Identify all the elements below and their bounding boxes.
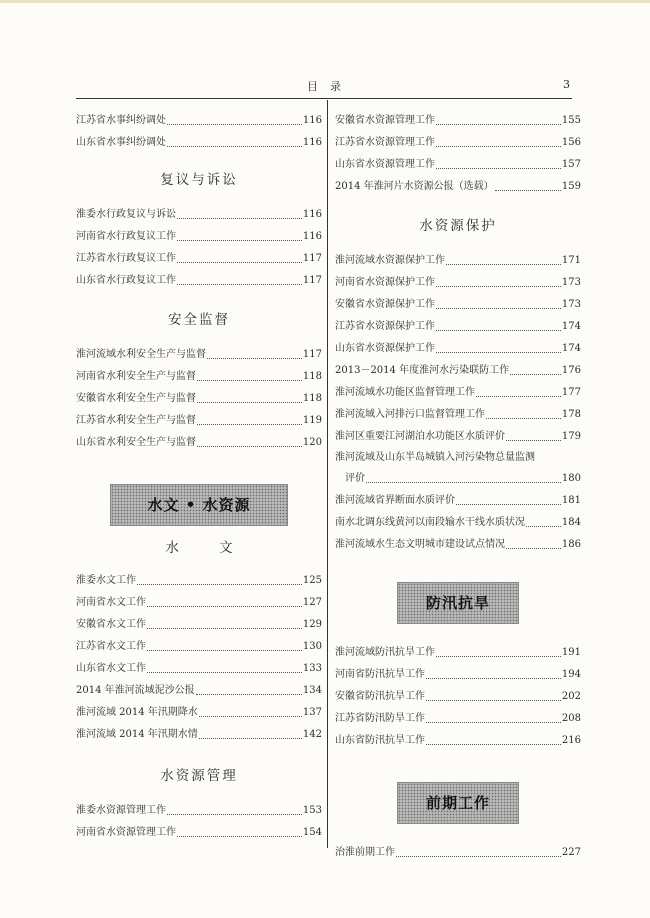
toc-entry[interactable]: [335, 250, 581, 272]
toc-entry[interactable]: [76, 270, 322, 292]
toc-entry[interactable]: [335, 534, 581, 556]
toc-entry-page: 117: [302, 253, 322, 264]
toc-entry-title: 江苏省水利安全生产与监督: [76, 415, 196, 426]
toc-entry-title: 河南省防汛抗旱工作: [335, 669, 425, 680]
toc-entry-title: 2014 年淮河片水资源公报（选载）: [335, 181, 494, 192]
toc-entry[interactable]: [76, 204, 322, 226]
toc-entry-title: 山东省水文工作: [76, 663, 146, 674]
toc-entry-page: 142: [302, 729, 322, 740]
leader-dots: [197, 424, 302, 425]
toc-entry[interactable]: [76, 800, 322, 822]
toc-entry[interactable]: [335, 154, 581, 176]
toc-entry[interactable]: [335, 664, 581, 686]
toc-entry[interactable]: [76, 344, 322, 366]
toc-entry-title: 江苏省水资源管理工作: [335, 137, 435, 148]
leader-dots: [137, 584, 302, 585]
column-divider: [327, 100, 328, 848]
toc-entry[interactable]: [335, 490, 581, 512]
toc-entry-title: 山东省防汛抗旱工作: [335, 735, 425, 746]
toc-entry-page: 117: [302, 349, 322, 360]
toc-entry[interactable]: [335, 382, 581, 404]
toc-entry-page: 117: [302, 275, 322, 286]
leader-dots: [476, 396, 561, 397]
toc-entry-title: 淮委水文工作: [76, 575, 136, 586]
toc-entry-title: 安徽省水资源管理工作: [335, 115, 435, 126]
section-heading: 安全监督: [168, 312, 230, 328]
toc-entry-page: 227: [561, 847, 581, 858]
toc-entry[interactable]: [76, 658, 322, 680]
chapter-banner: 前期工作: [397, 782, 519, 824]
leader-dots: [506, 548, 561, 549]
toc-entry[interactable]: [335, 426, 581, 448]
toc-entry-title: 淮河流域 2014 年汛期水情: [76, 729, 198, 740]
section-heading: 水资源保护: [419, 218, 497, 234]
toc-entry-page: 118: [302, 393, 322, 404]
toc-entry-title: 河南省水资源管理工作: [76, 827, 176, 838]
leader-dots: [436, 308, 561, 309]
toc-entry[interactable]: [76, 570, 322, 592]
leader-dots: [436, 330, 561, 331]
toc-entry-title-cont: 评价: [345, 473, 365, 484]
toc-entry[interactable]: [335, 404, 581, 426]
toc-entry-title: 江苏省水行政复议工作: [76, 253, 176, 264]
section-heading: 水资源管理: [160, 768, 238, 784]
toc-entry-page: 180: [561, 473, 581, 484]
toc-entry[interactable]: [76, 822, 322, 844]
toc-entry[interactable]: [335, 316, 581, 338]
leader-dots: [426, 722, 561, 723]
leader-dots: [177, 836, 302, 837]
leader-dots: [456, 504, 561, 505]
toc-entry-page: 156: [561, 137, 581, 148]
toc-entry-page: 216: [561, 735, 581, 746]
toc-entry[interactable]: [76, 432, 322, 454]
header-title: 目录: [307, 80, 353, 93]
toc-entry-title: 治淮前期工作: [335, 847, 395, 858]
toc-entry-line2[interactable]: [335, 468, 581, 490]
toc-entry-page: 116: [302, 115, 322, 126]
toc-entry-page: 173: [561, 299, 581, 310]
leader-dots: [495, 190, 561, 191]
toc-entry-page: 181: [561, 495, 581, 506]
toc-entry[interactable]: [76, 724, 322, 746]
toc-entry-page: 133: [302, 663, 322, 674]
toc-entry-page: 116: [302, 137, 322, 148]
toc-entry-title: 淮委水资源管理工作: [76, 805, 166, 816]
toc-entry-page: 137: [302, 707, 322, 718]
toc-left-column: [76, 110, 322, 844]
page-top-border: [0, 0, 650, 3]
leader-dots: [426, 678, 561, 679]
toc-entry-page: 157: [561, 159, 581, 170]
toc-entry[interactable]: [76, 592, 322, 614]
toc-entry-page: 118: [302, 371, 322, 382]
toc-entry-page: 155: [561, 115, 581, 126]
toc-entry[interactable]: [76, 366, 322, 388]
leader-dots: [177, 240, 302, 241]
toc-entry-page: 194: [561, 669, 581, 680]
toc-entry-page: 134: [302, 685, 322, 696]
toc-entry-title: 河南省水行政复议工作: [76, 231, 176, 242]
toc-entry-title: 山东省水资源管理工作: [335, 159, 435, 170]
toc-entry-title: 淮河流域水利安全生产与监督: [76, 349, 206, 360]
toc-entry-title: 江苏省水资源保护工作: [335, 321, 435, 332]
toc-entry[interactable]: [76, 702, 322, 724]
leader-dots: [167, 814, 302, 815]
toc-right-column: [335, 110, 581, 864]
toc-entry[interactable]: [76, 614, 322, 636]
leader-dots: [436, 656, 561, 657]
page-header: [76, 78, 572, 96]
toc-entry-title: 河南省水资源保护工作: [335, 277, 435, 288]
toc-entry[interactable]: [76, 410, 322, 432]
toc-entry-title: 淮河流域水生态文明城市建设试点情况: [335, 539, 505, 550]
header-rule: [76, 98, 572, 99]
toc-entry-title: 山东省水资源保护工作: [335, 343, 435, 354]
leader-dots: [167, 124, 302, 125]
toc-entry-title: 淮河流域水资源保护工作: [335, 255, 445, 266]
toc-entry[interactable]: [76, 110, 322, 132]
toc-entry-line1[interactable]: [335, 448, 581, 468]
toc-entry-page: 176: [561, 365, 581, 376]
leader-dots: [197, 446, 302, 447]
leader-dots: [436, 286, 561, 287]
toc-entry-page: 116: [302, 231, 322, 242]
toc-entry-title: 山东省水行政复议工作: [76, 275, 176, 286]
section-heading: 水 文: [165, 540, 251, 556]
toc-entry-title: 江苏省防汛防旱工作: [335, 713, 425, 724]
toc-entry-title: 河南省水文工作: [76, 597, 146, 608]
toc-entry-page: 116: [302, 209, 322, 220]
toc-entry-page: 129: [302, 619, 322, 630]
toc-entry-page: 184: [561, 517, 581, 528]
toc-entry[interactable]: [335, 176, 581, 198]
toc-entry[interactable]: [335, 132, 581, 154]
toc-entry-title: 2014 年淮河流域泥沙公报: [76, 685, 195, 696]
toc-entry-title: 2013－2014 年度淮河水污染联防工作: [335, 365, 510, 376]
toc-entry[interactable]: [76, 388, 322, 410]
toc-entry-title: 淮河流域及山东半岛城镇入河污染物总量监测: [335, 452, 535, 463]
leader-dots: [207, 358, 302, 359]
leader-dots: [199, 738, 302, 739]
toc-entry-title: 淮河区重要江河湖泊水功能区水质评价: [335, 431, 505, 442]
leader-dots: [196, 694, 302, 695]
toc-entry[interactable]: [76, 132, 322, 154]
toc-entry-page: 174: [561, 343, 581, 354]
leader-dots: [426, 700, 561, 701]
leader-dots: [436, 352, 561, 353]
toc-entry-page: 120: [302, 437, 322, 448]
toc-entry-title: 山东省水利安全生产与监督: [76, 437, 196, 448]
toc-entry-page: 173: [561, 277, 581, 288]
toc-entry[interactable]: [335, 512, 581, 534]
toc-entry-title: 安徽省防汛抗旱工作: [335, 691, 425, 702]
toc-entry-page: 154: [302, 827, 322, 838]
toc-entry-title: 江苏省水文工作: [76, 641, 146, 652]
leader-dots: [177, 262, 302, 263]
page-number: 3: [563, 78, 570, 91]
leader-dots: [506, 440, 561, 441]
toc-entry[interactable]: [335, 294, 581, 316]
toc-entry-title: 淮河流域水功能区监督管理工作: [335, 387, 475, 398]
toc-entry-page: 171: [561, 255, 581, 266]
toc-entry-page: 119: [302, 415, 322, 426]
toc-entry[interactable]: [335, 686, 581, 708]
toc-entry-title: 南水北调东线黄河以南段输水干线水质状况: [335, 517, 525, 528]
chapter-banner: 水文 • 水资源: [110, 484, 288, 526]
toc-entry-title: 安徽省水资源保护工作: [335, 299, 435, 310]
leader-dots: [436, 168, 561, 169]
section-heading: 复议与诉讼: [160, 172, 238, 188]
toc-entry[interactable]: [335, 642, 581, 664]
toc-entry[interactable]: [76, 248, 322, 270]
leader-dots: [147, 672, 302, 673]
toc-entry-page: 179: [561, 431, 581, 442]
chapter-banner: 防汛抗旱: [397, 582, 519, 624]
toc-entry-page: 178: [561, 409, 581, 420]
toc-entry-title: 淮委水行政复议与诉讼: [76, 209, 176, 220]
leader-dots: [197, 380, 302, 381]
toc-entry-title: 淮河流域 2014 年汛期降水: [76, 707, 198, 718]
leader-dots: [396, 856, 561, 857]
toc-entry-page: 127: [302, 597, 322, 608]
toc-entry-page: 186: [561, 539, 581, 550]
toc-entry-page: 159: [561, 181, 581, 192]
toc-entry[interactable]: [335, 360, 581, 382]
leader-dots: [366, 482, 561, 483]
toc-entry[interactable]: [335, 842, 581, 864]
leader-dots: [436, 146, 561, 147]
leader-dots: [446, 264, 561, 265]
toc-entry[interactable]: [335, 708, 581, 730]
toc-entry-page: 191: [561, 647, 581, 658]
toc-entry-page: 202: [561, 691, 581, 702]
toc-entry-page: 130: [302, 641, 322, 652]
toc-entry-page: 208: [561, 713, 581, 724]
toc-entry-title: 安徽省水利安全生产与监督: [76, 393, 196, 404]
toc-entry-title: 淮河流域入河排污口监督管理工作: [335, 409, 485, 420]
leader-dots: [197, 402, 302, 403]
toc-entry[interactable]: [335, 272, 581, 294]
leader-dots: [526, 526, 561, 527]
toc-entry-title: 河南省水利安全生产与监督: [76, 371, 196, 382]
toc-entry-title: 淮河流域防汛抗旱工作: [335, 647, 435, 658]
toc-entry-page: 153: [302, 805, 322, 816]
leader-dots: [177, 218, 302, 219]
leader-dots: [147, 606, 302, 607]
toc-entry-title: 江苏省水事纠纷调处: [76, 115, 166, 126]
toc-entry[interactable]: [335, 338, 581, 360]
toc-entry-page: 177: [561, 387, 581, 398]
toc-entry[interactable]: [76, 636, 322, 658]
toc-entry[interactable]: [76, 680, 322, 702]
leader-dots: [426, 744, 561, 745]
toc-entry-title: 山东省水事纠纷调处: [76, 137, 166, 148]
toc-entry-page: 174: [561, 321, 581, 332]
toc-entry-title: 淮河流域省界断面水质评价: [335, 495, 455, 506]
toc-entry-title: 安徽省水文工作: [76, 619, 146, 630]
leader-dots: [147, 628, 302, 629]
leader-dots: [167, 146, 302, 147]
toc-entry-page: 125: [302, 575, 322, 586]
toc-entry[interactable]: [335, 110, 581, 132]
toc-entry[interactable]: [76, 226, 322, 248]
leader-dots: [177, 284, 302, 285]
leader-dots: [486, 418, 561, 419]
leader-dots: [510, 374, 561, 375]
leader-dots: [436, 124, 561, 125]
leader-dots: [199, 716, 302, 717]
toc-entry[interactable]: [335, 730, 581, 752]
leader-dots: [147, 650, 302, 651]
